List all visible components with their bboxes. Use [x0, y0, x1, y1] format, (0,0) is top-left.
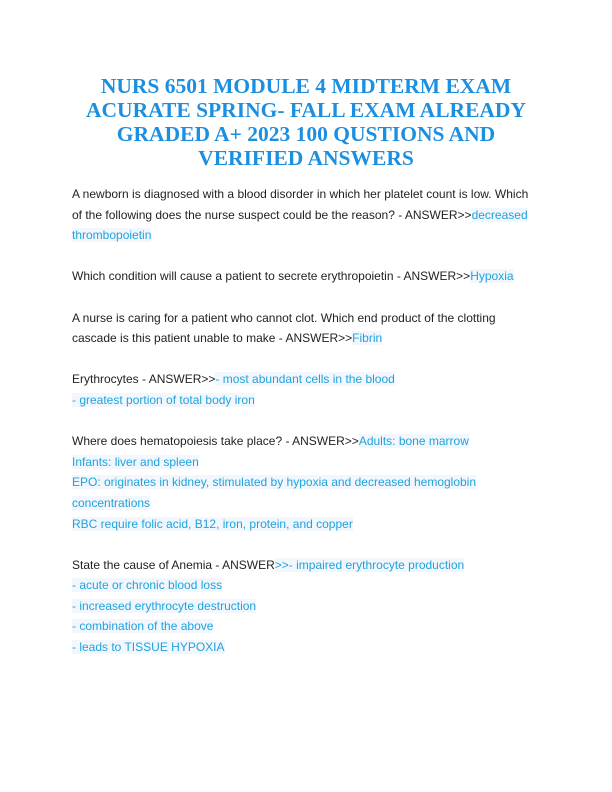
question-text: A nurse is caring for a patient who cannot clot. Which end product of the clotting	[72, 310, 496, 325]
question-text: Which condition will cause a patient to secrete erythropoietin - ANSWER>>	[72, 269, 471, 284]
document-title	[60, 74, 552, 170]
qa-item	[72, 308, 542, 349]
answer-text: Infants: liver and spleen	[72, 454, 199, 469]
question-text: A newborn is diagnosed with a blood disorder in which her platelet count is low. Which	[72, 187, 529, 201]
answer-text: EPO: originates in kidney, stimulated by hypoxia and decreased hemoglobin	[72, 475, 477, 490]
answer-text: Adults: bone marrow	[358, 434, 469, 449]
qa-item	[72, 184, 542, 246]
answer-text: >>- impaired erythrocyte production	[274, 557, 465, 572]
question-text: Erythrocytes - ANSWER>>	[72, 372, 216, 387]
answer-text: Fibrin	[352, 331, 383, 346]
answer-text: - increased erythrocyte destruction	[72, 598, 257, 613]
question-text: Where does hematopoiesis take place? - ANSWER>>	[72, 434, 359, 449]
answer-text: - combination of the above	[72, 619, 214, 634]
qa-item	[72, 555, 542, 658]
answer-text: thrombopoietin	[72, 228, 152, 243]
question-text: cascade is this patient unable to make - ANSWER>>	[72, 331, 353, 346]
qa-item	[72, 266, 542, 287]
question-answer-list	[72, 184, 542, 678]
qa-item	[72, 369, 542, 410]
title-line: ACURATE SPRING- FALL EXAM ALREADY	[86, 98, 526, 122]
answer-text: decreased	[471, 207, 528, 222]
question-text: State the cause of Anemia - ANSWER	[72, 557, 275, 572]
question-text: of the following does the nurse suspect could be the reason? - ANSWER>>	[72, 207, 472, 222]
answer-text: RBC require folic acid, B12, iron, protein, and copper	[72, 516, 353, 531]
answer-text: - greatest portion of total body iron	[72, 392, 255, 407]
answer-text: - most abundant cells in the blood	[215, 372, 395, 387]
answer-text: concentrations	[72, 495, 151, 510]
qa-item	[72, 431, 542, 534]
answer-text: - acute or chronic blood loss	[72, 578, 223, 593]
answer-text: - leads to TISSUE HYPOXIA	[72, 640, 225, 655]
title-line: GRADED A+ 2023 100 QUSTIONS AND	[116, 122, 496, 146]
title-line: VERIFIED ANSWERS	[198, 146, 414, 170]
answer-text: Hypoxia	[470, 269, 514, 284]
title-line: NURS 6501 MODULE 4 MIDTERM EXAM	[100, 74, 512, 98]
